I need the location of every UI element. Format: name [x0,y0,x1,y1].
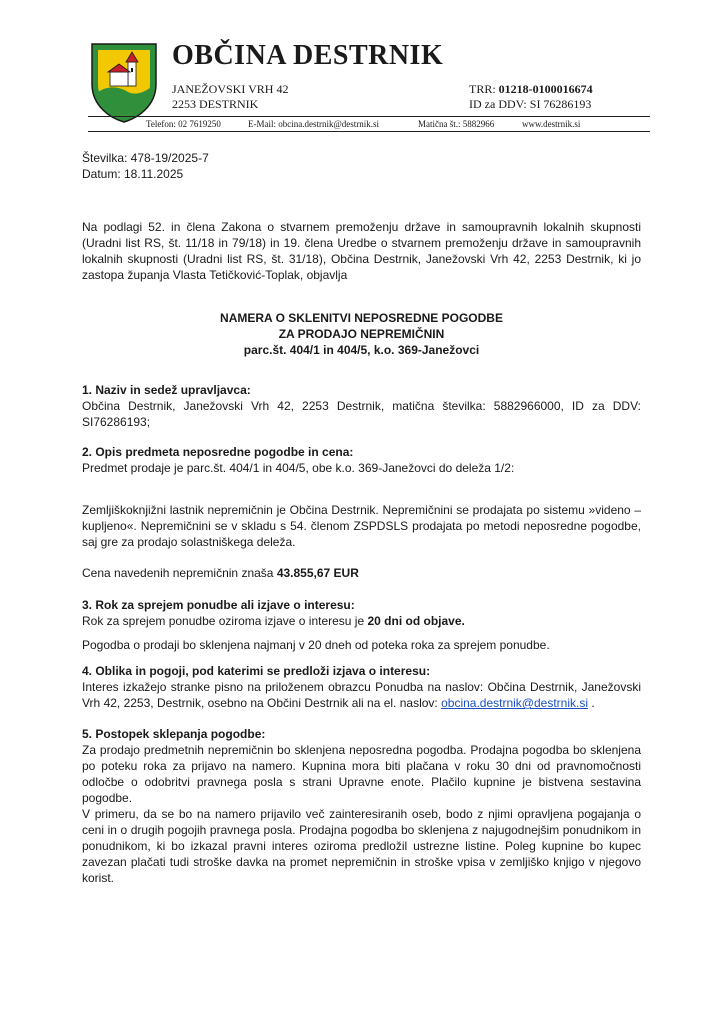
vat-value: SI 76286193 [529,97,592,111]
header-rule-bottom [88,131,650,132]
section-4 [82,663,641,711]
section-1-text: Občina Destrnik, Janežovski Vrh 42, 2253 Destrnik, matična številka: 5882966000, ID za DDV: SI76286193; [82,399,641,429]
reference-block [82,150,641,182]
document-title [82,310,641,358]
email-contact: E-Mail: obcina.destrnik@destrnik.si [248,119,380,129]
email-link[interactable]: obcina.destrnik@destrnik.si [441,696,589,710]
section-4-end: . [591,696,595,710]
municipality-name: OBČINA DESTRNIK [172,40,444,71]
section-1 [82,382,641,430]
header-rule-top [88,116,650,117]
intro-paragraph: Na podlagi 52. in člena Zakona o stvarnem premoženju države in samoupravnih lokalnih skupnosti (Uradni list RS, št. 11/18 in 79/18) in 19. člena Uredbe o stvarnem premoženju države in samoupravnih lokalnih skupnosti (Uradni list RS, št. 31/18), Občina Destrnik, Janežovski Vrh 42, 2253 Destrnik, ki jo zastopa županja Vlasta Tetičković-Toplak, objavlja [82,220,641,282]
document-date: Datum: 18.11.2025 [82,167,184,181]
title-line-1: NAMERA O SKLENITVI NEPOSREDNE POGODBE [220,311,503,325]
trr-value: 01218-0100016674 [498,82,593,96]
section-5-heading: 5. Postopek sklepanja pogodbe: [82,727,266,741]
section-2-ownership: Zemljiškoknjižni lastnik nepremičnin je Občina Destrnik. Nepremičnini se prodajata po sistemu »videno – kupljeno«. Nepremičnini se v skladu s 54. členom ZSPDSLS prodajata po metodi neposredne pogodbe, saj gre za prodajo solastniškega deleža. [82,503,641,549]
price-label: Cena navedenih nepremičnin znaša [82,566,274,580]
registration-number: Matična št.: 5882966 [418,119,495,129]
section-2-text: Predmet prodaje je parc.št. 404/1 in 404/5, obe k.o. 369-Janežovci do deleža 1/2: [82,461,515,475]
price-value: 43.855,67 EUR [276,566,359,580]
section-2 [82,444,641,476]
trr-label: TRR: [469,82,496,96]
section-5-text: Za prodajo predmetnih nepremičnin bo sklenjena neposredna pogodba. Prodajna pogodba bo sklenjena po poteku roka za prijavo na namero. Kupnina mora biti plačana v roku 30 dni od pravnomočnosti odločbe o odobritvi pravnega posla s strani Upravne enote. Plačilo kupnine je bistvena sestavina pogodbe. [82,743,641,805]
website: www.destrnik.si [522,119,581,129]
section-3 [82,597,641,629]
phone: Telefon: 02 7619250 [146,119,221,129]
section-3-deadline: 20 dni od objave. [367,614,465,628]
address-line-2: 2253 DESTRNIK [172,97,259,111]
municipal-crest-icon [88,40,160,124]
title-line-3: parc.št. 404/1 in 404/5, k.o. 369-Janežovci [243,343,480,357]
title-line-2: ZA PRODAJO NEPREMIČNIN [278,327,445,341]
section-5-text-2: V primeru, da se bo na namero prijavilo več zainteresiranih oseb, bodo z njimi opravljena pogajanja o ceni in o drugih pogojih pravnega posla. Prodajna pogodba bo sklenjena z najugodnejšim ponudnikom in ponudnikom, ki bo izkazal pravni interes oziroma predložil ustrezne listine. Poleg kupnine bo kupec zavezan plačati tudi stroške davka na promet nepremičnin in stroške vpisa v zemljiško knjigo v njegovo korist. [82,807,641,885]
letterhead-ids [469,82,593,112]
letterhead-address [172,82,288,112]
section-4-text: Interes izkažejo stranke pisno na priloženem obrazcu Ponudba na naslov: Občina Destrnik, Janežovski Vrh 42, 2253, Destrnik, osebno na Občini Destrnik ali na el. naslov: [82,680,641,710]
section-2-heading: 2. Opis predmeta neposredne pogodbe in cena: [82,445,354,459]
section-5 [82,726,641,886]
section-3-text: Rok za sprejem ponudbe oziroma izjave o interesu je [82,614,365,628]
section-3-contract-note: Pogodba o prodaji bo sklenjena najmanj v 20 dneh od poteka roka za sprejem ponudbe. [82,638,550,652]
section-1-heading: 1. Naziv in sedež upravljavca: [82,383,251,397]
section-2-price [82,565,641,581]
address-line-1: JANEŽOVSKI VRH 42 [172,82,289,96]
section-3-heading: 3. Rok za sprejem ponudbe ali izjave o interesu: [82,598,355,612]
section-4-heading: 4. Oblika in pogoji, pod katerimi se predloži izjava o interesu: [82,664,431,678]
vat-label: ID za DDV: [469,97,527,111]
document-number: Številka: 478-19/2025-7 [82,151,209,165]
